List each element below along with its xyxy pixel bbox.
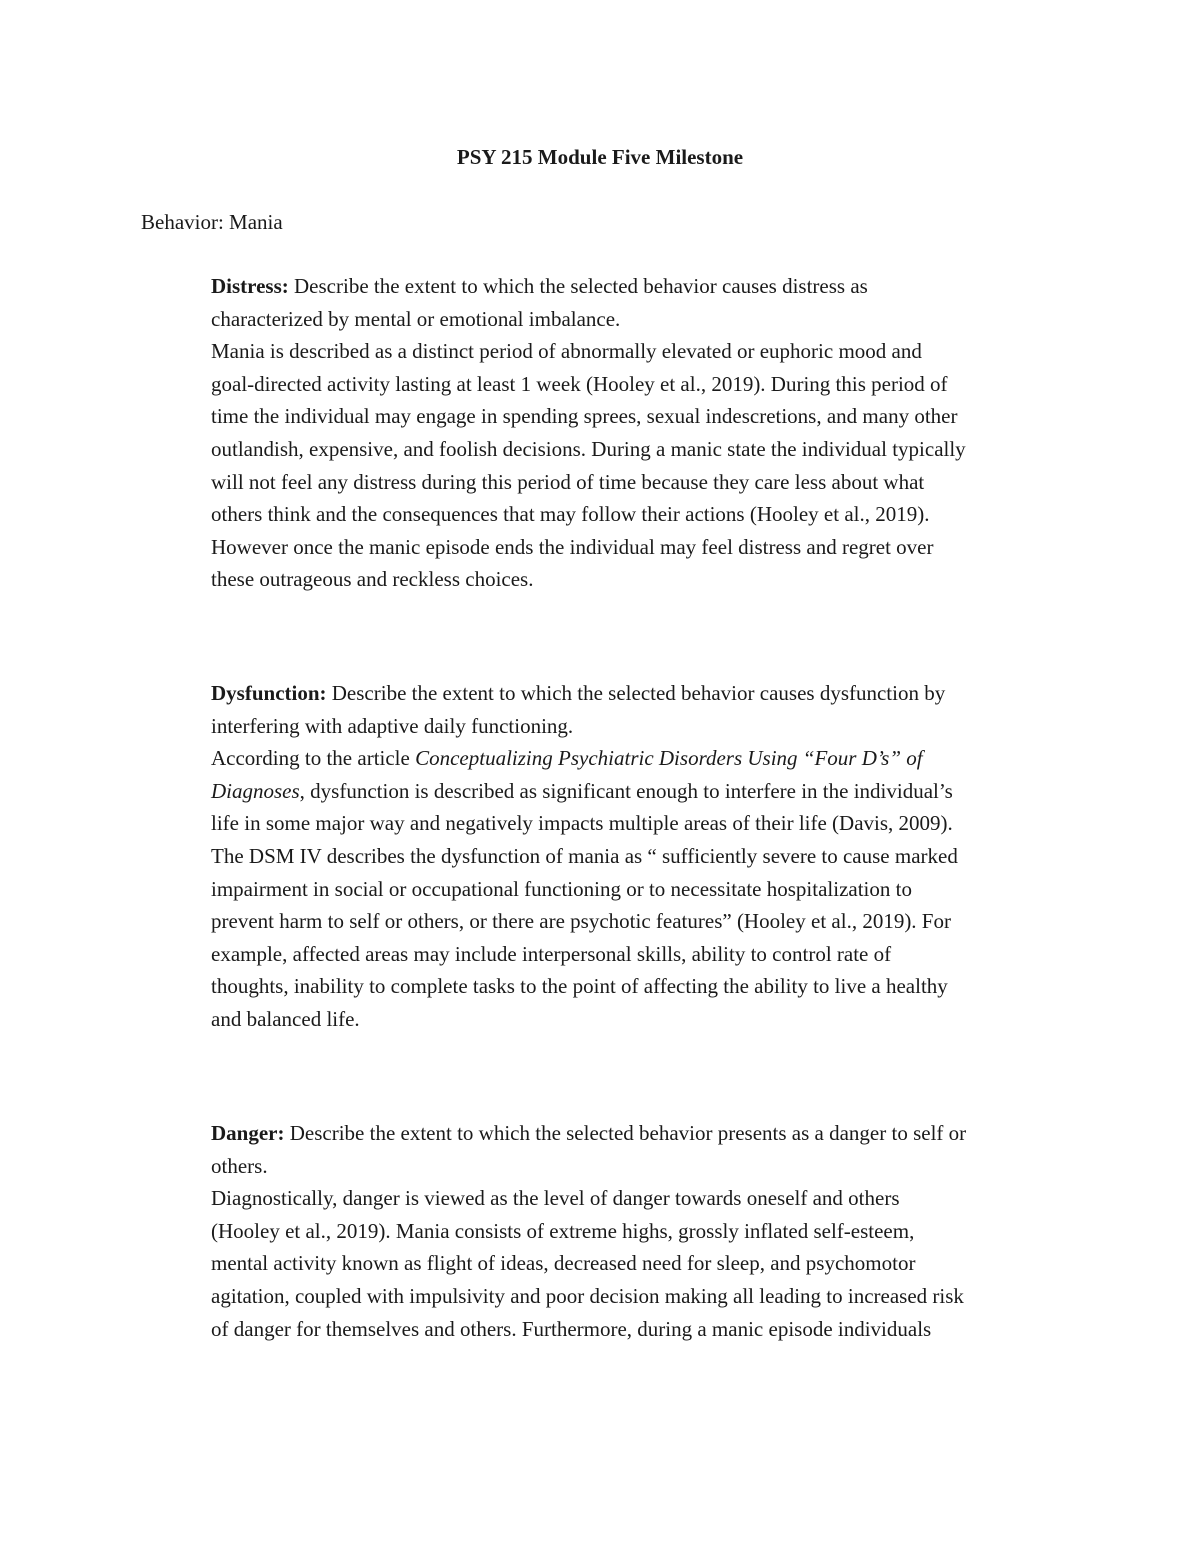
distress-body-line: Mania is described as a distinct period of abnormally elevated or euphoric mood and <box>211 339 922 364</box>
article-title-continued: Diagnoses <box>211 778 300 803</box>
dysfunction-article-line-2 <box>211 775 1071 808</box>
distress-label: Distress: <box>211 274 289 298</box>
distress-prompt-text: Describe the extent to which the selected behavior causes distress as <box>288 274 868 298</box>
dysfunction-body-line: The DSM IV describes the dysfunction of mania as “ sufficiently severe to cause marked <box>211 843 958 868</box>
danger-label: Danger: <box>211 1121 285 1145</box>
distress-body-line: others think and the consequences that may follow their actions (Hooley et al., 2019). <box>211 502 930 527</box>
danger-prompt-line-2: others. <box>211 1153 268 1178</box>
distress-prompt-line <box>211 270 1071 303</box>
dysfunction-article-line <box>211 742 1071 775</box>
distress-body-line: However once the manic episode ends the individual may feel distress and regret over <box>211 534 934 559</box>
danger-body-line: agitation, coupled with impulsivity and poor decision making all leading to increased risk <box>211 1283 964 1308</box>
dysfunction-prompt-text: Describe the extent to which the selected behavior causes dysfunction by <box>326 681 946 705</box>
danger-body-line: mental activity known as flight of ideas, decreased need for sleep, and psychomotor <box>211 1251 916 1276</box>
article-after-text: , dysfunction is described as significant enough to interfere in the individual’s <box>299 778 953 803</box>
dysfunction-body-line: prevent harm to self or others, or there are psychotic features” (Hooley et al., 2019). For <box>211 909 951 934</box>
article-title: Conceptualizing Psychiatric Disorders Using “Four D’s” of <box>415 746 923 771</box>
danger-body-line: of danger for themselves and others. Furthermore, during a manic episode individuals <box>211 1316 932 1341</box>
dysfunction-body-line: thoughts, inability to complete tasks to the point of affecting the ability to live a healthy <box>211 974 948 999</box>
dysfunction-body-line: example, affected areas may include interpersonal skills, ability to control rate of <box>211 941 892 966</box>
dysfunction-body-line: and balanced life. <box>211 1006 360 1031</box>
distress-section <box>211 270 1071 596</box>
distress-body-line: these outrageous and reckless choices. <box>211 567 534 592</box>
danger-body-line: (Hooley et al., 2019). Mania consists of extreme highs, grossly inflated self-esteem, <box>211 1218 915 1243</box>
dysfunction-body-line: life in some major way and negatively impacts multiple areas of their life (Davis, 2009). <box>211 811 953 836</box>
article-intro: According to the article <box>211 746 416 771</box>
dysfunction-section <box>211 677 1071 1036</box>
danger-prompt-line <box>211 1117 1071 1150</box>
danger-prompt-text: Describe the extent to which the selected behavior presents as a danger to self or <box>284 1121 967 1145</box>
dysfunction-prompt-line-2: interfering with adaptive daily functioning. <box>211 713 574 738</box>
distress-body-line: outlandish, expensive, and foolish decisions. During a manic state the individual typically <box>211 436 966 461</box>
danger-section <box>211 1117 1071 1345</box>
behavior-line: Behavior: Mania <box>141 210 283 234</box>
distress-body-line: goal-directed activity lasting at least 1 week (Hooley et al., 2019). During this period of <box>211 371 948 396</box>
distress-body-line: time the individual may engage in spending sprees, sexual indescretions, and many other <box>211 404 958 429</box>
distress-body-line: will not feel any distress during this period of time because they care less about what <box>211 469 925 494</box>
dysfunction-body-line: impairment in social or occupational functioning or to necessitate hospitalization to <box>211 876 912 901</box>
dysfunction-label: Dysfunction: <box>211 681 327 705</box>
distress-prompt-line-2: characterized by mental or emotional imbalance. <box>211 306 621 331</box>
dysfunction-prompt-line <box>211 677 1071 710</box>
document-title: PSY 215 Module Five Milestone <box>456 145 744 169</box>
danger-body-line: Diagnostically, danger is viewed as the level of danger towards oneself and others <box>211 1186 900 1211</box>
